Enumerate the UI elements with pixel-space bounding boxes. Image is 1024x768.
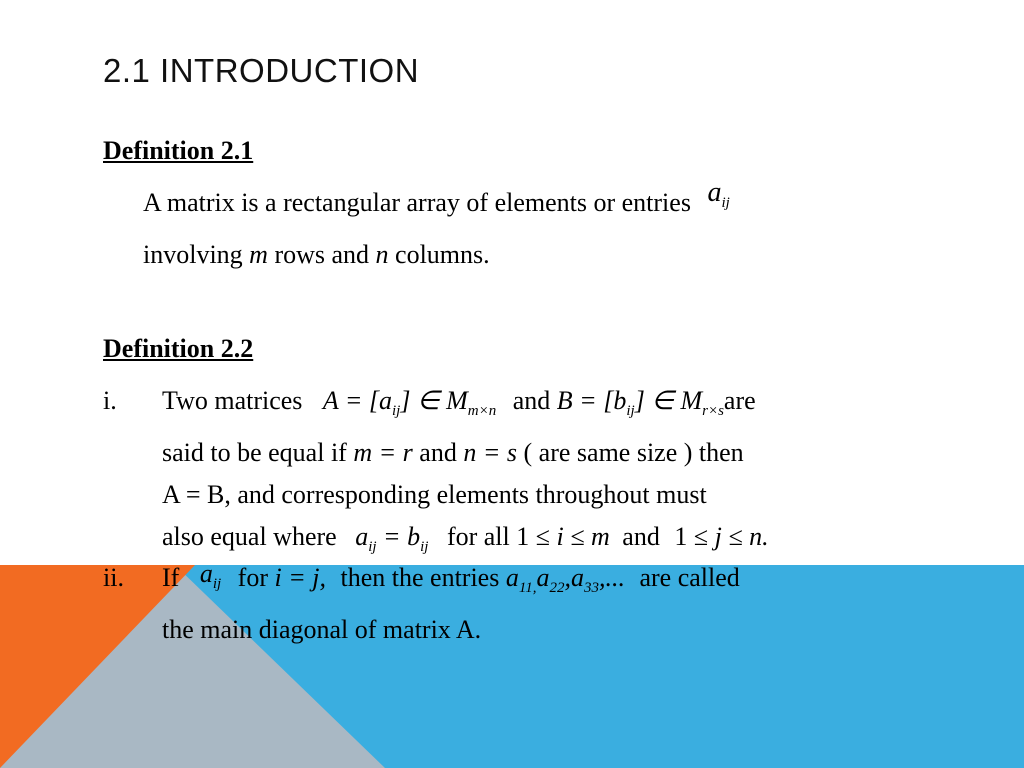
slide-title: 2.1 INTRODUCTION — [103, 52, 420, 89]
item-i-line1: Two matrices $A = [a_{ij}]$ ∈ $M_{m\times n}$ and $B = [b_{ij}]$ ∈ $M_{r\times s}are$ — [162, 386, 756, 419]
aij-eq-bij: $a_{ij} = b_{ij}$ — [355, 522, 429, 555]
definition-2-1-body — [143, 177, 730, 276]
def1-line1: A matrix is a rectangular array of elements or entries $a_{ij}$ — [143, 177, 730, 217]
item-ii-marker: ii. — [103, 563, 124, 592]
item-ii-line1: If $a_{ij}$ for i = j, then the entries $a_{11,}a_{22},a_{33}$,... are called — [162, 559, 740, 596]
definition-2-1-heading: Definition 2.1 — [103, 136, 254, 165]
item-i-line2: said to be equal if m = r and n = s ( are same size ) then — [162, 438, 744, 467]
item-i-line3: A = B, and corresponding elements throughout must — [162, 480, 707, 509]
item-i-line4: also equal where $a_{ij} = b_{ij}$ for all 1 ≤ i ≤ m and 1 ≤ j ≤ n. — [162, 522, 769, 555]
item-i-marker: i. — [103, 386, 117, 415]
matrix-a-expr: $A = [a_{ij}]$ ∈ $M_{m\times n}$ — [322, 386, 497, 419]
diagonal-entries: $a_{11,}a_{22},a_{33}$,... — [505, 563, 625, 596]
aij-symbol: $a_{ij}$ — [199, 559, 222, 592]
def1-line2: involving m rows and n columns. — [143, 240, 490, 269]
definition-2-2-item-ii — [162, 557, 740, 651]
item-ii-line2: the main diagonal of matrix A. — [162, 615, 482, 644]
definition-2-2-item-i — [162, 380, 769, 568]
definition-2-2-heading: Definition 2.2 — [103, 334, 254, 363]
matrix-b-expr: $B = [b_{ij}]$ ∈ $M_{r\times s}$ — [556, 386, 724, 419]
entry-symbol: $a_{ij}$ — [707, 177, 730, 211]
